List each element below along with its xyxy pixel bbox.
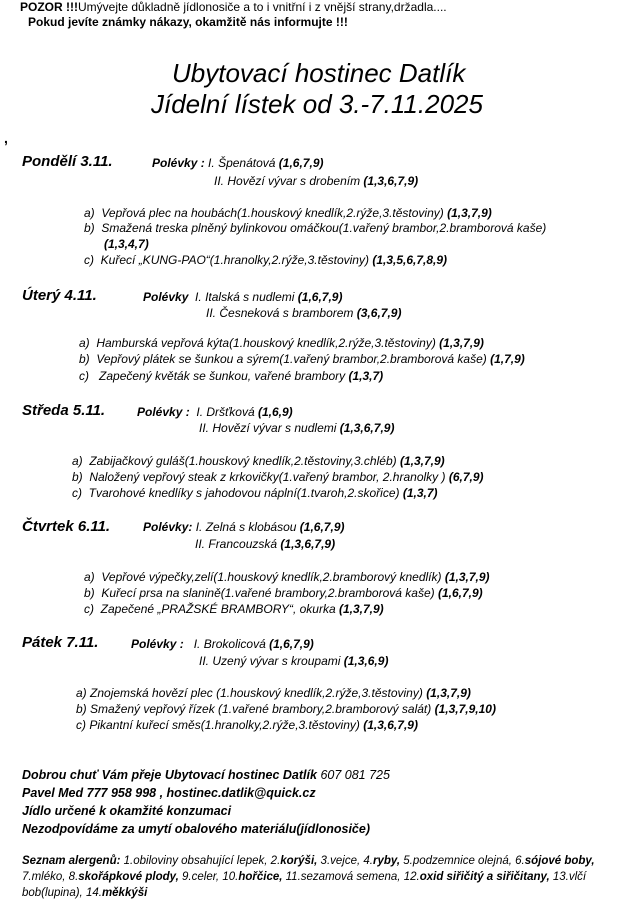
soup-allergens: (1,6,7,9) [278, 156, 324, 170]
meal-letter: a) [79, 336, 90, 350]
meal-name: Smažená treska plněný bylinkovou omáčkou(1.vařený brambor,2.bramborová kaše) [101, 221, 547, 235]
allergen-name: hořčice, [238, 871, 283, 883]
meal-allergens: (1,3,7) [402, 486, 438, 500]
soup-num: II. [199, 421, 210, 435]
soup-name: Brokolicová [203, 637, 266, 651]
soup-name: Zelná s klobásou [205, 520, 297, 534]
allergen-num: 7. [22, 871, 32, 883]
meal-allergens: (1,3,7,9) [338, 602, 384, 616]
allergen-name: ryby, [372, 855, 401, 867]
soup-num: I. [195, 520, 203, 534]
meal-monday-b [84, 221, 546, 235]
allergen-list [22, 853, 626, 901]
allergen-name: skořápkové plody, [78, 871, 179, 883]
soup-name: Uzený vývar s kroupami [212, 654, 341, 668]
allergen-item [363, 855, 400, 867]
allergen-item [286, 871, 401, 883]
footer-greeting [22, 768, 390, 782]
meal-letter: c) [84, 253, 94, 267]
day-heading-tuesday: Úterý 4.11. [22, 287, 97, 304]
allergen-name: korýši, [280, 855, 318, 867]
soup-allergens: (1,6,7,9) [297, 290, 343, 304]
meal-name: Zapečené „PRAŽSKÉ BRAMBORY“, okurka [100, 602, 336, 616]
meal-letter: c) [84, 602, 94, 616]
meal-name: Vepřové výpečky,zelí(1.houskový knedlík,2.bramborový knedlík) [101, 570, 442, 584]
allergen-item [321, 855, 361, 867]
allergen-name: oxid siřičitý a siřičitany, [419, 871, 550, 883]
greeting-phone: 607 081 725 [320, 768, 390, 782]
allergen-name: vlčí bob(lupina), [22, 871, 587, 899]
greeting-text: Dobrou chuť Vám přeje Ubytovací hostinec Datlík [22, 768, 317, 782]
soup-allergens: (3,6,7,9) [356, 306, 402, 320]
meal-allergens: (1,3,5,6,7,8,9) [372, 253, 448, 267]
soup-num: I. [196, 405, 204, 419]
allergen-item [22, 871, 65, 883]
soup-name: Špenátová [218, 156, 276, 170]
allergen-name: obiloviny obsahující lepek, [133, 855, 268, 867]
meal-name: Naložený vepřový steak z krkovičky(1.vařený brambor, 2.hranolky ) [89, 470, 446, 484]
meal-allergens: (6,7,9) [448, 470, 484, 484]
allergen-num: 6. [515, 855, 525, 867]
footer-contact: Pavel Med 777 958 998 , hostinec.datlik@quick.cz [22, 786, 316, 800]
day-heading-wednesday: Středa 5.11. [22, 402, 106, 419]
allergen-name: sezamová semena, [300, 871, 401, 883]
soup-allergens: (1,6,7,9) [299, 520, 345, 534]
soup-num: I. [208, 156, 215, 170]
meal-name: Kuřecí prsa na slanině(1.vařené brambory,2.bramborová kaše) [101, 586, 435, 600]
meal-wednesday-c [72, 486, 438, 500]
meal-name: Znojemská hovězí plec (1.houskový knedlík,2.rýže,3.těstoviny) [90, 686, 423, 700]
soup-name: Hovězí vývar s nudlemi [212, 421, 337, 435]
soup-name: Italská s nudlemi [205, 290, 295, 304]
allergen-item [404, 871, 550, 883]
meal-allergens: (1,3,7) [348, 369, 384, 383]
allergen-num: 11. [285, 871, 301, 883]
soup-allergens: (1,3,6,7,9) [339, 421, 395, 435]
allergen-name: mléko, [31, 871, 66, 883]
meal-tuesday-b [79, 352, 525, 366]
soup-allergens: (1,6,7,9) [269, 637, 314, 651]
warning-line-1 [20, 0, 447, 14]
allergen-num: 10. [222, 871, 239, 883]
day-heading-friday: Pátek 7.11. [22, 634, 99, 651]
allergen-num: 1. [123, 855, 134, 867]
soup-allergens: (1,3,6,9) [343, 654, 389, 668]
meal-allergens: (1,3,7,9) [399, 454, 445, 468]
meal-name: Vepřový plátek se šunkou a sýrem(1.vařený brambor,2.bramborová kaše) [96, 352, 487, 366]
allergen-num: 4. [363, 855, 373, 867]
meal-name: Pikantní kuřecí směs(1.hranolky,2.rýže,3.těstoviny) [89, 718, 360, 732]
meal-allergens: (1,3,7,9) [426, 686, 471, 700]
soup-line-thursday-1 [143, 520, 345, 534]
soups-label: Polévky [143, 290, 189, 304]
warning-text: Umývejte důkladně jídlonosiče a to i vnitřní i z vnější strany,držadla.... [78, 0, 447, 14]
soups-label: Polévky : [152, 156, 205, 170]
meal-friday-c [76, 718, 418, 732]
meal-thursday-b [84, 586, 483, 600]
meal-letter: b) [72, 470, 83, 484]
allergen-name: sójové boby, [524, 855, 595, 867]
soup-allergens: (1,3,6,7,9) [363, 174, 419, 188]
meal-name: Hamburská vepřová kýta(1.houskový knedlík,2.rýže,3.těstoviny) [96, 336, 436, 350]
allergen-item [403, 855, 512, 867]
day-heading-thursday: Čtvrtek 6.11. [22, 518, 111, 535]
soup-allergens: (1,6,9) [258, 405, 293, 419]
soup-num: II. [214, 174, 225, 188]
soup-name: Francouzská [208, 537, 278, 551]
soup-line-monday-1 [152, 156, 324, 170]
soup-line-friday-1 [131, 637, 314, 651]
warning-lead: POZOR !!! [20, 0, 78, 14]
meal-allergens: (1,3,7,9) [439, 336, 484, 350]
allergen-name: celer, [191, 871, 220, 883]
allergen-item [69, 871, 179, 883]
allergen-name: vejce, [330, 855, 361, 867]
soups-label: Polévky : [137, 405, 190, 419]
soups-label: Polévky: [143, 520, 193, 534]
meal-letter: b) [76, 702, 87, 716]
meal-letter: c) [76, 718, 86, 732]
meal-name: Kuřecí „KUNG-PAO“(1.hranolky,2.rýže,3.těstoviny) [100, 253, 369, 267]
meal-letter: a) [72, 454, 83, 468]
meal-letter: c) [72, 486, 82, 500]
meal-letter: b) [84, 586, 95, 600]
meal-letter: b) [84, 221, 95, 235]
allergen-item [271, 855, 318, 867]
soup-line-tuesday-2 [206, 306, 401, 320]
allergen-item [222, 871, 282, 883]
meal-letter: a) [84, 570, 95, 584]
allergen-num: 2. [270, 855, 281, 867]
menu-title: Jídelní lístek od 3.-7.11.2025 [151, 89, 483, 119]
soup-num: I. [193, 637, 201, 651]
meal-allergens: (1,3,7,9) [444, 570, 490, 584]
allergen-item [86, 887, 147, 899]
footer-note-consumption: Jídlo určené k okamžité konzumaci [22, 804, 232, 818]
allergen-label: Seznam alergenů: [22, 855, 121, 867]
meal-name: Tvarohové knedlíky s jahodovou náplní(1.tvaroh,2.skořice) [88, 486, 400, 500]
soup-line-monday-2 [214, 174, 418, 188]
soup-line-wednesday-1 [137, 405, 293, 419]
stray-mark: , [4, 130, 8, 146]
soup-line-thursday-2 [195, 537, 335, 551]
meal-name: Smažený vepřový řízek (1.vařené brambory,2.bramborový salát) [90, 702, 432, 716]
soup-line-tuesday-1 [143, 290, 342, 304]
allergen-num: 13. [552, 871, 569, 883]
allergen-item [515, 855, 594, 867]
soup-name: Česneková s bramborem [219, 306, 354, 320]
meal-name: Zapečený květák se šunkou, vařené brambory [99, 369, 346, 383]
meal-tuesday-a [79, 336, 484, 350]
soup-num: II. [195, 537, 206, 551]
soup-name: Dršťková [206, 405, 255, 419]
allergen-num: 5. [403, 855, 413, 867]
meal-letter: a) [84, 206, 95, 220]
meal-monday-c [84, 253, 447, 267]
meal-thursday-c [84, 602, 384, 616]
meal-allergens: (1,3,7,9,10) [434, 702, 496, 716]
meal-letter: a) [76, 686, 87, 700]
allergen-num: 12. [403, 871, 420, 883]
meal-letter: c) [79, 369, 89, 383]
allergen-num: 9. [182, 871, 192, 883]
meal-monday-a [84, 206, 492, 220]
day-heading-monday: Pondělí 3.11. [22, 153, 113, 170]
meal-friday-a [76, 686, 471, 700]
soup-line-friday-2 [199, 654, 388, 668]
meal-name: Vepřová plec na houbách(1.houskový knedlík,2.rýže,3.těstoviny) [101, 206, 444, 220]
meal-wednesday-a [72, 454, 445, 468]
meal-allergens: (1,7,9) [490, 352, 525, 366]
restaurant-name: Ubytovací hostinec Datlík [172, 58, 466, 88]
soup-num: II. [199, 654, 210, 668]
allergen-num: 14. [85, 887, 102, 899]
meal-name: Zabijačkový guláš(1.houskový knedlík,2.těstoviny,3.chléb) [89, 454, 397, 468]
meal-wednesday-b [72, 470, 484, 484]
meal-friday-b [76, 702, 496, 716]
soup-name: Hovězí vývar s drobením [227, 174, 361, 188]
meal-allergens: (1,3,6,7,9) [363, 718, 418, 732]
soup-line-wednesday-2 [199, 421, 394, 435]
allergen-name: podzemnice olejná, [412, 855, 512, 867]
soup-num: II. [206, 306, 217, 320]
soup-allergens: (1,3,6,7,9) [280, 537, 336, 551]
allergen-item [124, 855, 268, 867]
allergen-num: 8. [68, 871, 79, 883]
soup-num: I. [195, 290, 202, 304]
footer-note-liability: Nezodpovídáme za umytí obalového materiálu(jídlonosiče) [22, 822, 370, 836]
meal-allergens: (1,6,7,9) [437, 586, 483, 600]
allergen-name: měkkýši [101, 887, 148, 899]
meal-letter: b) [79, 352, 90, 366]
meal-monday-b-allergens: (1,3,4,7) [104, 237, 149, 251]
warning-line-2: Pokud jevíte známky nákazy, okamžitě nás informujte !!! [28, 15, 348, 29]
meal-thursday-a [84, 570, 490, 584]
meal-tuesday-c [79, 369, 383, 383]
allergen-item [182, 871, 219, 883]
allergen-num: 3. [320, 855, 331, 867]
meal-allergens: (1,3,7,9) [447, 206, 492, 220]
soups-label: Polévky : [131, 637, 184, 651]
